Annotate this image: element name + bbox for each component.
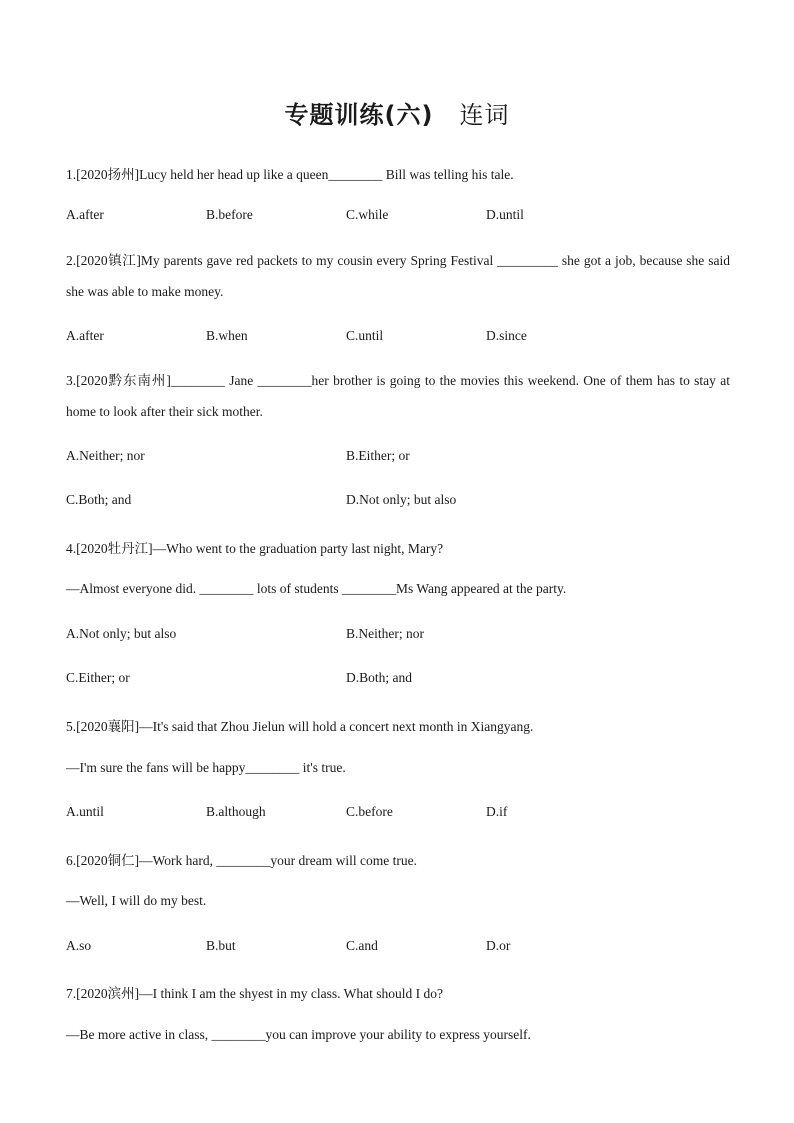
question-5-option-b: B.although	[206, 804, 266, 819]
question-5-option-c: C.before	[346, 804, 393, 819]
question-3-option-a: A.Neither; nor	[66, 448, 145, 463]
question-4-option-b: B.Neither; nor	[346, 626, 424, 641]
question-1-option-c: C.while	[346, 207, 389, 222]
question-4-option-a: A.Not only; but also	[66, 626, 177, 641]
question-2-option-d: D.since	[486, 328, 527, 343]
question-2-option-c: C.until	[346, 328, 384, 343]
page-title	[0, 95, 794, 130]
question-6-option-b: B.but	[206, 938, 236, 953]
question-3-option-b: B.Either; or	[346, 448, 410, 463]
question-4-stem-line-2: —Almost everyone did. ________ lots of students ________Ms Wang appeared at the party.	[66, 581, 567, 596]
question-6-stem-line-2: —Well, I will do my best.	[66, 893, 207, 908]
question-2-stem: 2.[2020镇江]My parents gave red packets to my cousin every Spring Festival _________ she got a job, because she said she was able to make money.	[66, 253, 730, 299]
title-sub: 连词	[459, 101, 510, 129]
question-2-option-a: A.after	[66, 328, 104, 343]
question-3-stem: 3.[2020黔东南州]________ Jane ________her brother is going to the movies this weekend. One of them has to stay at home to look after their sick mother.	[66, 373, 730, 419]
question-7-stem-line-2: —Be more active in class, ________you can improve your ability to express yourself.	[66, 1027, 531, 1042]
question-5-option-d: D.if	[486, 804, 508, 819]
question-1-option-d: D.until	[486, 207, 524, 222]
question-6-option-c: C.and	[346, 938, 378, 953]
question-5-stem-line-2: —I'm sure the fans will be happy________ it's true.	[66, 760, 346, 775]
title-main: 专题训练(六)	[284, 101, 434, 129]
question-1-stem: 1.[2020扬州]Lucy held her head up like a queen________ Bill was telling his tale.	[66, 167, 514, 182]
question-6-stem-line-1: 6.[2020铜仁]—Work hard, ________your dream will come true.	[66, 853, 417, 868]
question-4-stem-line-1: 4.[2020牡丹江]—Who went to the graduation party last night, Mary?	[66, 541, 444, 556]
question-5-option-a: A.until	[66, 804, 104, 819]
question-3-option-c: C.Both; and	[66, 492, 132, 507]
question-6-option-d: D.or	[486, 938, 511, 953]
question-1-option-a: A.after	[66, 207, 104, 222]
question-6-option-a: A.so	[66, 938, 92, 953]
question-5-stem-line-1: 5.[2020襄阳]—It's said that Zhou Jielun will hold a concert next month in Xiangyang.	[66, 719, 534, 734]
question-1-option-b: B.before	[206, 207, 253, 222]
question-4-option-d: D.Both; and	[346, 670, 412, 685]
question-4-option-c: C.Either; or	[66, 670, 130, 685]
question-2-option-b: B.when	[206, 328, 248, 343]
question-3-option-d: D.Not only; but also	[346, 492, 457, 507]
question-7-stem-line-1: 7.[2020滨州]—I think I am the shyest in my class. What should I do?	[66, 986, 443, 1001]
